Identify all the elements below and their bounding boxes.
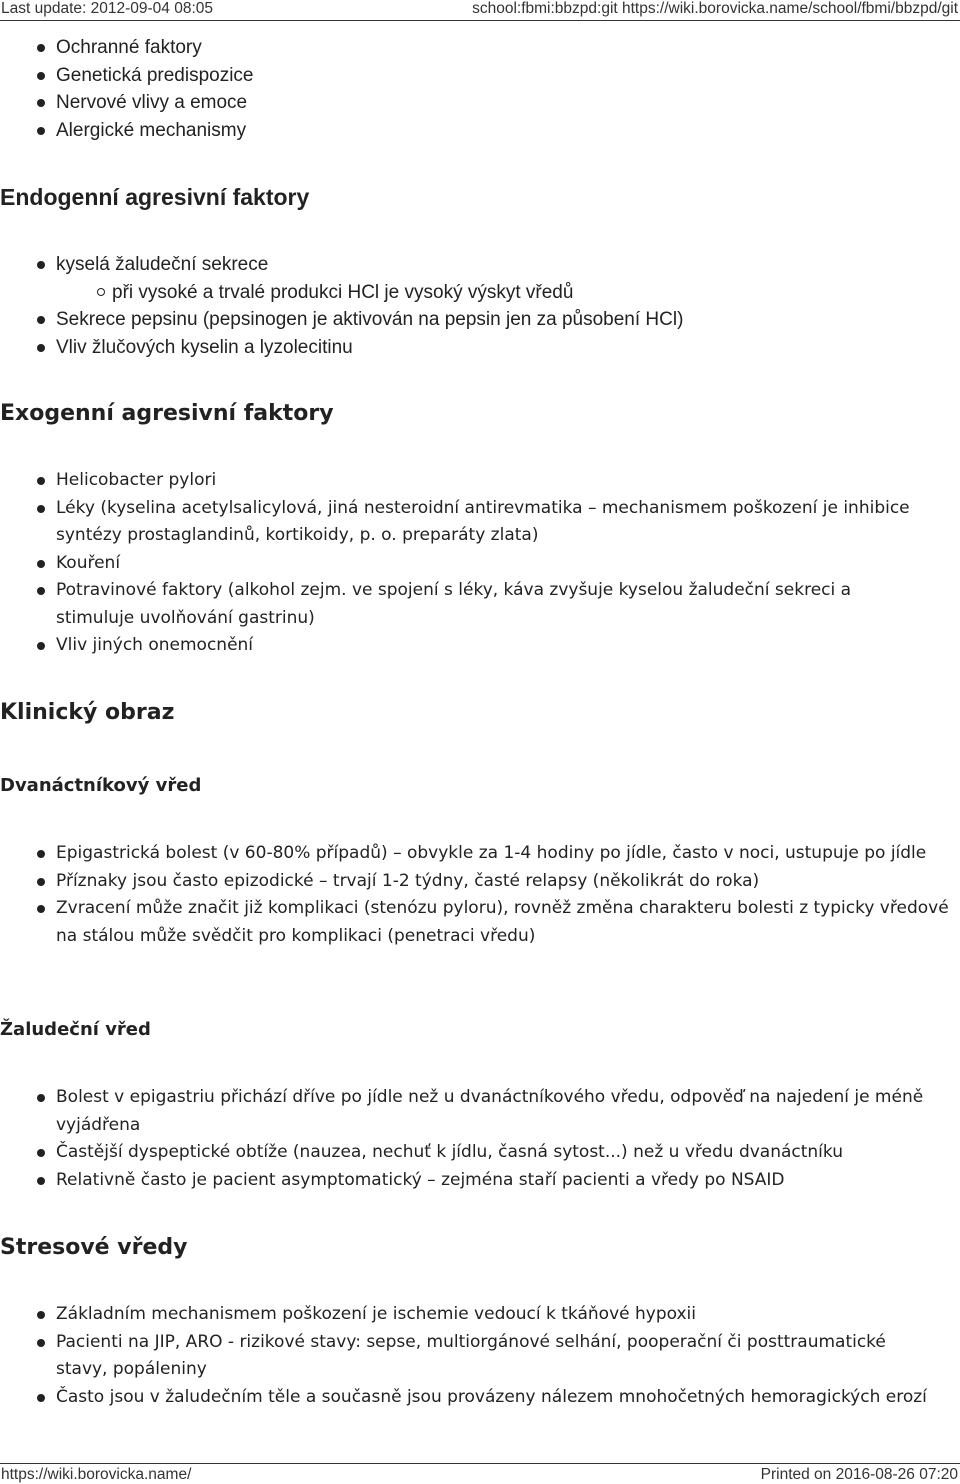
printed-date: Printed on 2016-08-26 07:20: [760, 1466, 958, 1483]
exogenous-factors-list: [0, 467, 930, 660]
bullet-icon: [37, 587, 45, 595]
site-url: https://wiki.borovicka.name/: [1, 1466, 192, 1483]
endogenous-factors-list: [0, 251, 940, 361]
bullet-icon: [37, 905, 45, 913]
protective-factors-list: [0, 34, 940, 144]
circle-bullet-icon: [97, 288, 105, 296]
heading-endogenni: Endogenní agresivní faktory: [0, 184, 310, 210]
bullet-icon: [37, 261, 45, 269]
list-item: Genetická predispozice: [0, 62, 940, 90]
list-item: kyselá žaludeční sekrece: [0, 251, 940, 279]
list-item: Častější dyspeptické obtíže (nauzea, nechuť k jídlu, časná sytost...) než u vředu dvanáctníku: [0, 1139, 960, 1167]
list-item: Nervové vlivy a emoce: [0, 89, 940, 117]
page-header: [0, 0, 960, 21]
bullet-icon: [37, 505, 45, 513]
bullet-icon: [37, 642, 45, 650]
list-item: Léky (kyselina acetylsalicylová, jiná nesteroidní antirevmatika – mechanismem poškození je inhibice syntézy prostaglandinů, kortikoidy, p. o. preparáty zlata): [0, 495, 930, 550]
bullet-icon: [37, 72, 45, 80]
list-item: Potravinové faktory (alkohol zejm. ve spojení s léky, káva zvyšuje kyselou žaludeční sekreci a stimuluje uvolňování gastrinu): [0, 577, 930, 632]
bullet-icon: [37, 127, 45, 135]
list-item: Často jsou v žaludečním těle a současně jsou provázeny nálezem mnohočetných hemoragických erozí: [0, 1384, 940, 1412]
duodenal-ulcer-list: [0, 840, 960, 950]
list-item: Příznaky jsou často epizodické – trvají 1-2 týdny, časté relapsy (několikrát do roka): [0, 868, 960, 896]
gastric-ulcer-list: [0, 1084, 960, 1194]
heading-zaludecni-vred: Žaludeční vřed: [0, 1019, 151, 1040]
heading-klinicky-obraz: Klinický obraz: [0, 700, 175, 725]
bullet-icon: [37, 1394, 45, 1402]
list-item: Zvracení může značit již komplikaci (stenózu pyloru), rovněž změna charakteru bolesti z typicky vředové na stálou může svědčit pro komplikaci (penetraci vředu): [0, 895, 960, 950]
list-item: Vliv žlučových kyselin a lyzolecitinu: [0, 334, 940, 362]
bullet-icon: [37, 477, 45, 485]
bullet-icon: [37, 1094, 45, 1102]
stress-ulcers-list: [0, 1301, 940, 1411]
bullet-icon: [37, 1149, 45, 1157]
list-item: Ochranné faktory: [0, 34, 940, 62]
list-item: Vliv jiných onemocnění: [0, 632, 930, 660]
heading-exogenni: Exogenní agresivní faktory: [0, 401, 334, 426]
bullet-icon: [37, 560, 45, 568]
bullet-icon: [37, 1311, 45, 1319]
list-item: Helicobacter pylori: [0, 467, 930, 495]
bullet-icon: [37, 878, 45, 886]
list-item: Základním mechanismem poškození je ischemie vedoucí k tkáňové hypoxii: [0, 1301, 940, 1329]
list-item: Alergické mechanismy: [0, 117, 940, 145]
bullet-icon: [37, 44, 45, 52]
list-item: Epigastrická bolest (v 60-80% případů) – obvykle za 1-4 hodiny po jídle, často v noci, ustupuje po jídle: [0, 840, 960, 868]
sub-list-item: při vysoké a trvalé produkci HCl je vysoký výskyt vředů: [0, 279, 940, 307]
bullet-icon: [37, 1177, 45, 1185]
heading-stresove-vredy: Stresové vředy: [0, 1235, 188, 1260]
list-item: Kouření: [0, 550, 930, 578]
last-update-text: Last update: 2012-09-04 08:05: [1, 0, 214, 17]
list-item: Relativně často je pacient asymptomatický – zejména staří pacienti a vředy po NSAID: [0, 1167, 960, 1195]
heading-dvanactnikovy-vred: Dvanáctníkový vřed: [0, 775, 202, 796]
bullet-icon: [37, 850, 45, 858]
page-footer: [0, 1463, 960, 1484]
list-item: Sekrece pepsinu (pepsinogen je aktivován na pepsin jen za působení HCl): [0, 306, 940, 334]
page-id-url: school:fbmi:bbzpd:git https://wiki.borovicka.name/school/fbmi/bbzpd/git: [472, 0, 958, 17]
bullet-icon: [37, 1339, 45, 1347]
bullet-icon: [37, 99, 45, 107]
bullet-icon: [37, 344, 45, 352]
bullet-icon: [37, 316, 45, 324]
list-item: Bolest v epigastriu přichází dříve po jídle než u dvanáctníkového vředu, odpověď na najedení je méně vyjádřena: [0, 1084, 960, 1139]
list-item: Pacienti na JIP, ARO - rizikové stavy: sepse, multiorgánové selhání, pooperační či posttraumatické stavy, popáleniny: [0, 1329, 940, 1384]
